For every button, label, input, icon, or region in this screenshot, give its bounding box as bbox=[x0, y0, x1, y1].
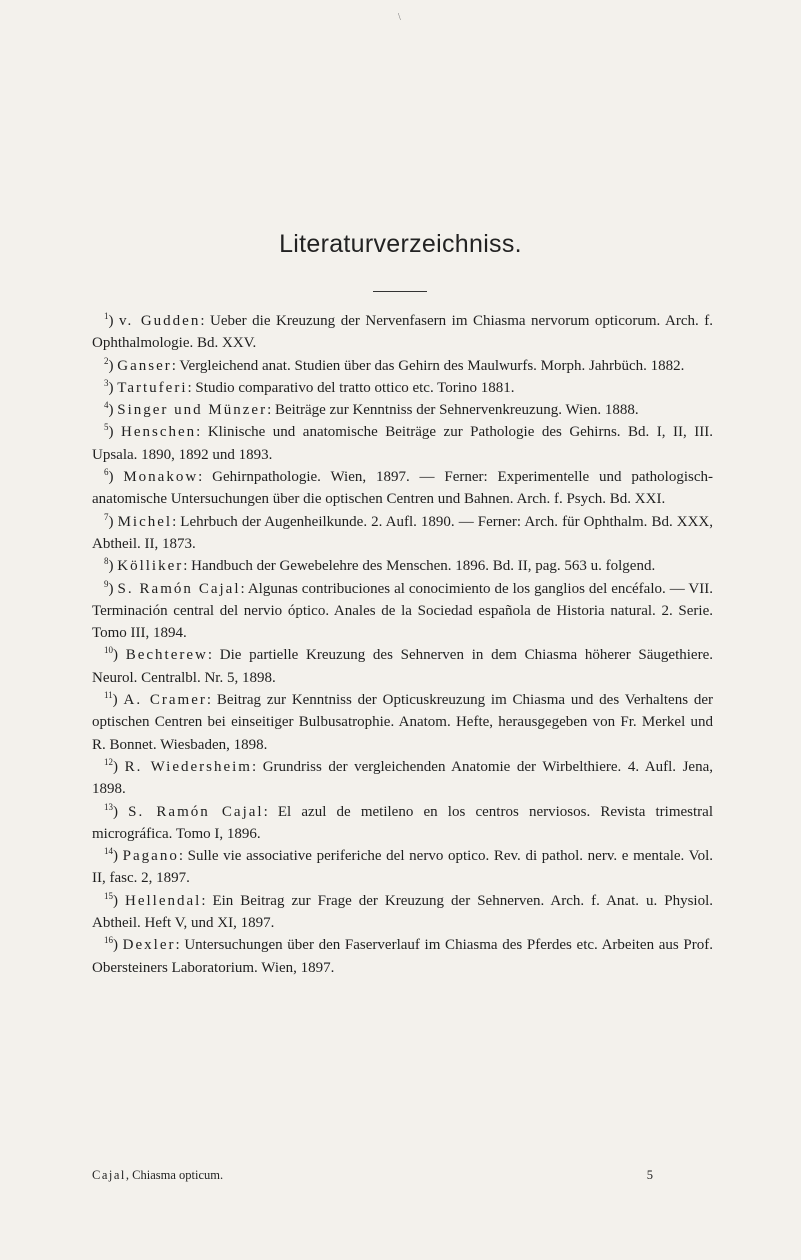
footer-work: , Chiasma opticum. bbox=[125, 1168, 224, 1182]
page-title: Literaturverzeichniss. bbox=[279, 230, 522, 258]
reference-item: $^{13}$) S. Ramón Cajal: El azul de metileno en los centros nerviosos. Revista trimestral micrográfica. Tomo I, 1896. bbox=[92, 801, 713, 842]
reference-number: 13 bbox=[104, 801, 113, 812]
page-footer bbox=[92, 1168, 713, 1183]
reference-number: 2 bbox=[104, 355, 109, 366]
reference-text: : Ueber die Kreuzung der Nervenfasern im Chiasma nervorum opticorum. Arch. f. Ophthalmologie. Bd. XXV. bbox=[92, 313, 713, 352]
reference-item: $^7$) Michel: Lehrbuch der Augenheilkunde. 2. Aufl. 1890. — Ferner: Arch. für Ophthalm. Bd. XXX, Abtheil. II, 1873. bbox=[92, 511, 714, 552]
reference-number: 12 bbox=[104, 756, 113, 767]
reference-author: R. Wiedersheim bbox=[124, 758, 252, 775]
reference-author: A. Cramer bbox=[123, 692, 207, 709]
reference-item: $^{11}$) A. Cramer: Beitrag zur Kenntniss der Opticuskreuzung im Chiasma und des Verhaltens der optischen Centren bei einseitiger Bulbusatrophie. Anatom. Hefte, herausgegeben von Fr. Merkel und R. Bonnet. Wiesbaden, 1898. bbox=[92, 690, 714, 753]
reference-author: Hellendal bbox=[125, 892, 202, 909]
reference-author: Tartuferi bbox=[117, 379, 188, 396]
reference-number: 6 bbox=[104, 467, 109, 478]
reference-author: Singer und Münzer bbox=[117, 402, 268, 419]
reference-author: Ganser bbox=[117, 357, 172, 374]
footer-running-title bbox=[92, 1168, 223, 1183]
reference-number: 8 bbox=[104, 556, 109, 567]
reference-text: : Beiträge zur Kenntniss der Sehnervenkreuzung. Wien. 1888. bbox=[267, 402, 639, 419]
reference-text: : Studio comparativo del tratto ottico etc. Torino 1881. bbox=[187, 379, 515, 396]
reference-text: : Gehirnpathologie. Wien, 1897. — Ferner: Experimentelle und pathologisch-anatomische Untersuchungen über die optischen Centren und Bahnen. Arch. f. Psych. Bd. XXI. bbox=[92, 469, 713, 508]
reference-number: 1 bbox=[104, 311, 109, 321]
reference-text: : Lehrbuch der Augenheilkunde. 2. Aufl. 1890. — Ferner: Arch. für Ophthalm. Bd. XXX, Abtheil. II, 1873. bbox=[92, 513, 714, 552]
reference-text: : Die partielle Kreuzung des Sehnerven in dem Chiasma höherer Säugethiere. Neurol. Centralbl. Nr. 5, 1898. bbox=[92, 647, 713, 686]
reference-item: $^3$) Tartuferi: Studio comparativo del tratto ottico etc. Torino 1881. bbox=[104, 377, 515, 396]
reference-author: Pagano bbox=[122, 848, 179, 865]
reference-item: $^5$) Henschen: Klinische und anatomische Beiträge zur Pathologie des Gehirns. Bd. I, II, III. Upsala. 1890, 1892 und 1893. bbox=[92, 422, 713, 463]
page-number: 5 bbox=[646, 1168, 653, 1182]
reference-text: : Beitrag zur Kenntniss der Opticuskreuzung im Chiasma und des Verhaltens der optischen Centren bei einseitiger Bulbusatrophie. Anatom. Hefte, herausgegeben von Fr. Merkel und R. Bonnet. Wiesbaden, 1898. bbox=[92, 692, 714, 753]
reference-item: $^1$) v. Gudden: Ueber die Kreuzung der Nervenfasern im Chiasma nervorum opticorum. Arch. f. Ophthalmologie. Bd. XXV. bbox=[92, 311, 713, 352]
reference-number: 9 bbox=[104, 578, 109, 589]
reference-author: Michel bbox=[117, 513, 173, 530]
reference-item: $^{16}$) Dexler: Untersuchungen über den Faserverlauf im Chiasma des Pferdes etc. Arbeiten aus Prof. Obersteiners Laboratorium. Wien, 1897. bbox=[92, 935, 713, 976]
reference-author: v. Gudden bbox=[119, 313, 201, 329]
reference-item: $^4$) Singer und Münzer: Beiträge zur Kenntniss der Sehnervenkreuzung. Wien. 1888. bbox=[104, 400, 639, 419]
reference-author: Kölliker bbox=[117, 558, 184, 575]
reference-list bbox=[92, 310, 713, 979]
reference-number: 3 bbox=[104, 377, 109, 388]
reference-text: : Vergleichend anat. Studien über das Gehirn des Maulwurfs. Morph. Jahrbüch. 1882. bbox=[171, 357, 685, 374]
reference-number: 15 bbox=[104, 890, 113, 901]
reference-text: : Untersuchungen über den Faserverlauf im Chiasma des Pferdes etc. Arbeiten aus Prof. Obersteiners Laboratorium. Wien, 1897. bbox=[92, 937, 713, 976]
reference-number: 4 bbox=[104, 400, 109, 411]
reference-text: : Grundriss der vergleichenden Anatomie der Wirbelthiere. 4. Aufl. Jena, 1898. bbox=[92, 758, 713, 798]
reference-item: $^{12}$) R. Wiedersheim: Grundriss der vergleichenden Anatomie der Wirbelthiere. 4. Aufl. Jena, 1898. bbox=[92, 756, 713, 798]
reference-text: : Sulle vie associative periferiche del nervo optico. Rev. di pathol. nerv. e mentale. Vol. II, fasc. 2, 1897. bbox=[92, 848, 714, 887]
reference-item: $^6$) Monakow: Gehirnpathologie. Wien, 1897. — Ferner: Experimentelle und pathologisch-anatomische Untersuchungen über die optischen Centren und Bahnen. Arch. f. Psych. Bd. XXI. bbox=[92, 467, 713, 508]
title-divider bbox=[373, 291, 427, 292]
reference-number: 7 bbox=[104, 511, 109, 522]
reference-text: : Handbuch der Gewebelehre des Menschen. 1896. Bd. II, pag. 563 u. folgend. bbox=[183, 558, 656, 575]
footer-author: Cajal bbox=[92, 1168, 126, 1182]
reference-number: 10 bbox=[104, 645, 113, 656]
reference-author: Dexler bbox=[122, 937, 176, 954]
reference-item: $^{15}$) Hellendal: Ein Beitrag zur Frage der Kreuzung der Sehnerven. Arch. f. Anat. u. Physiol. Abtheil. Heft V, und XI, 1897. bbox=[92, 890, 713, 932]
reference-author: S. Ramón Cajal bbox=[117, 580, 241, 597]
reference-number: 14 bbox=[104, 846, 113, 857]
reference-text: : Ein Beitrag zur Frage der Kreuzung der Sehnerven. Arch. f. Anat. u. Physiol. Abtheil. Heft V, und XI, 1897. bbox=[92, 892, 713, 932]
reference-item: $^{14}$) Pagano: Sulle vie associative periferiche del nervo optico. Rev. di pathol. nerv. e mentale. Vol. II, fasc. 2, 1897. bbox=[92, 846, 714, 887]
reference-item: $^2$) Ganser: Vergleichend anat. Studien über das Gehirn des Maulwurfs. Morph. Jahrbüch. 1882. bbox=[104, 355, 685, 374]
reference-item: $^{10}$) Bechterew: Die partielle Kreuzung des Sehnerven in dem Chiasma höherer Säugethiere. Neurol. Centralbl. Nr. 5, 1898. bbox=[92, 645, 713, 686]
reference-author: Bechterew bbox=[125, 647, 208, 664]
scan-mark: \ bbox=[398, 12, 401, 23]
reference-item: $^8$) Kölliker: Handbuch der Gewebelehre des Menschen. 1896. Bd. II, pag. 563 u. folgend. bbox=[104, 556, 656, 575]
reference-item: $^9$) S. Ramón Cajal: Algunas contribuciones al conocimiento de los ganglios del encéfalo. — VII. Terminación central del nervio óptico. Anales de la Sociedad española de Historia natural. 2. Serie. Tomo III, 1894. bbox=[92, 578, 714, 642]
reference-text: : Algunas contribuciones al conocimiento de los ganglios del encéfalo. — VII. Terminación central del nervio óptico. Anales de la Sociedad española de Historia natural. 2. Serie. Tomo III, 1894. bbox=[92, 580, 714, 642]
reference-author: Henschen bbox=[121, 424, 197, 441]
reference-author: S. Ramón Cajal bbox=[128, 803, 264, 820]
reference-author: Monakow bbox=[123, 469, 199, 486]
reference-number: 16 bbox=[104, 935, 113, 946]
reference-number: 5 bbox=[104, 422, 109, 433]
reference-text: : El azul de metileno en los centros nerviosos. Revista trimestral micrográfica. Tomo I, 1896. bbox=[92, 803, 713, 842]
reference-text: : Klinische und anatomische Beiträge zur Pathologie des Gehirns. Bd. I, II, III. Upsala. 1890, 1892 und 1893. bbox=[92, 424, 713, 463]
reference-number: 11 bbox=[104, 690, 113, 701]
